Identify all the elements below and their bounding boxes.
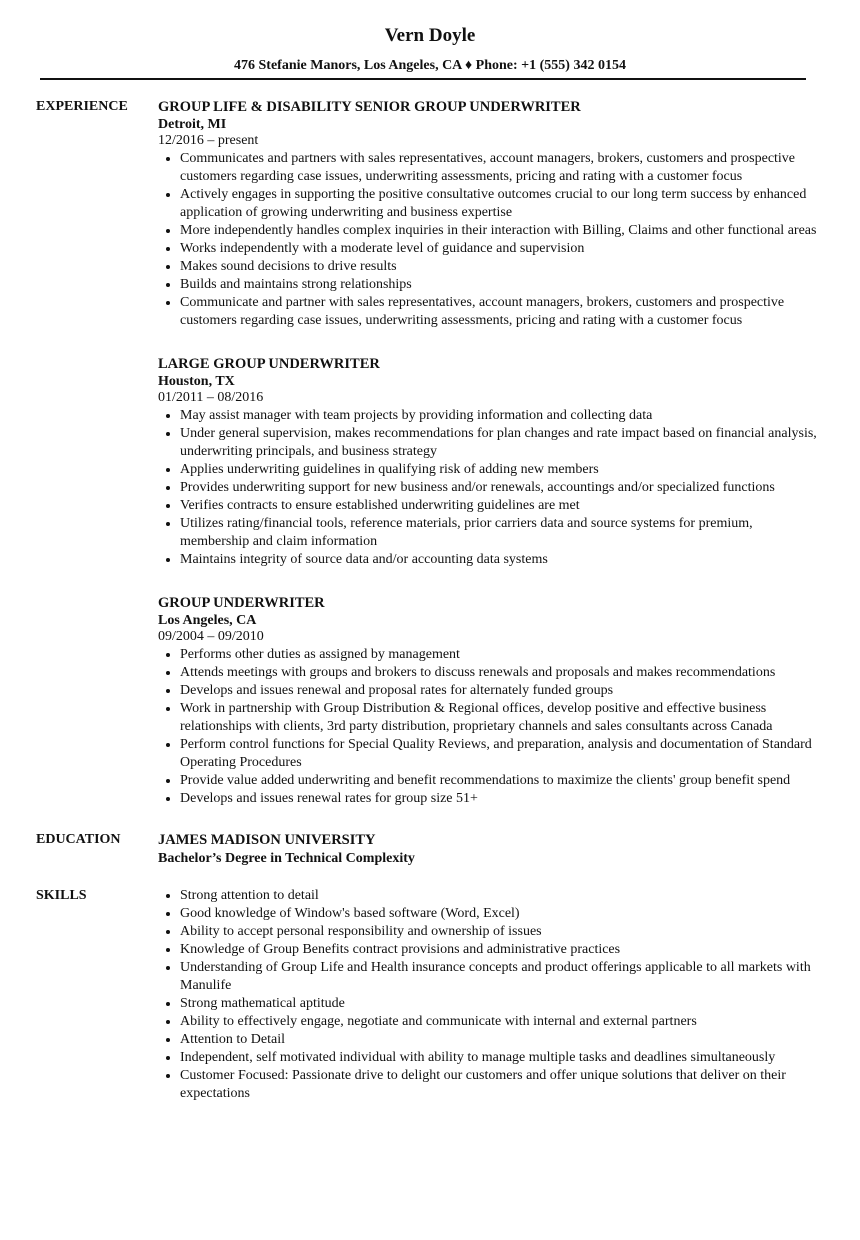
job-dates: 09/2004 – 09/2010 — [158, 629, 264, 644]
experience-body — [158, 98, 820, 833]
contact-line: 476 Stefanie Manors, Los Angeles, CA ♦ Phone: +1 (555) 342 0154 — [234, 58, 626, 73]
job-bullet: • Utilizes rating/financial tools, reference materials, prior carriers data and source systems for premium, membership and claim information — [180, 515, 820, 551]
job-location: Detroit, MI — [158, 117, 227, 132]
skill-item: • Ability to effectively engage, negotiate and communicate with internal and external partners — [180, 1013, 820, 1031]
education-body — [158, 831, 820, 869]
job-bullet: • Builds and maintains strong relationships — [180, 276, 820, 294]
job-bullet: • May assist manager with team projects by providing information and collecting data — [180, 407, 820, 425]
job-dates: 01/2011 – 08/2016 — [158, 390, 264, 405]
job-bullet: • Perform control functions for Special Quality Reviews, and preparation, analysis and documentation of Standard Operating Procedures — [180, 736, 820, 772]
skill-item: • Understanding of Group Life and Health insurance concepts and product offerings applicable to all markets with Manulife — [180, 959, 820, 995]
resume-header — [0, 24, 860, 75]
skill-item: • Attention to Detail — [180, 1031, 820, 1049]
job-bullets — [158, 150, 820, 330]
skill-item: • Strong mathematical aptitude — [180, 995, 820, 1013]
job-bullet: • Applies underwriting guidelines in qualifying risk of adding new members — [180, 461, 820, 479]
job-bullet: • Performs other duties as assigned by management — [180, 646, 820, 664]
job-title: LARGE GROUP UNDERWRITER — [158, 356, 380, 372]
job-entry — [158, 594, 820, 808]
job-bullet: • Under general supervision, makes recommendations for plan changes and rate impact based on financial analysis, underwriting principals, and business strategy — [180, 425, 820, 461]
experience-section — [36, 98, 820, 833]
skills-label: SKILLS — [36, 888, 87, 903]
degree-name: Bachelor’s Degree in Technical Complexity — [158, 851, 415, 866]
skills-body — [158, 887, 820, 1103]
skills-list — [158, 887, 820, 1103]
job-bullet: • Provide value added underwriting and benefit recommendations to maximize the clients' group benefit spend — [180, 772, 820, 790]
school-name: JAMES MADISON UNIVERSITY — [158, 832, 376, 848]
job-entry — [158, 98, 820, 330]
job-bullet: • Actively engages in supporting the positive consultative outcomes crucial to our long term success by enhanced application of growing underwriting and business expertise — [180, 186, 820, 222]
job-location: Los Angeles, CA — [158, 613, 257, 628]
candidate-name: Vern Doyle — [384, 25, 476, 46]
job-bullet: • Communicate and partner with sales representatives, account managers, brokers, customers and prospective customers regarding case issues, underwriting assessments, pricing and rating with a customer focus — [180, 294, 820, 330]
job-bullet: • Verifies contracts to ensure established underwriting guidelines are met — [180, 497, 820, 515]
skill-item: • Good knowledge of Window's based software (Word, Excel) — [180, 905, 820, 923]
skill-item: • Independent, self motivated individual with ability to manage multiple tasks and deadlines simultaneously — [180, 1049, 820, 1067]
job-bullet: • More independently handles complex inquiries in their interaction with Billing, Claims and other functional areas — [180, 222, 820, 240]
skill-item: • Knowledge of Group Benefits contract provisions and administrative practices — [180, 941, 820, 959]
job-bullet: • Attends meetings with groups and brokers to discuss renewals and proposals and makes recommendations — [180, 664, 820, 682]
education-label: EDUCATION — [36, 832, 121, 847]
job-bullet: • Communicates and partners with sales representatives, account managers, brokers, customers and prospective customers regarding case issues, underwriting assessments, pricing and rating with a customer focus — [180, 150, 820, 186]
skill-item: • Ability to accept personal responsibility and ownership of issues — [180, 923, 820, 941]
skill-item: • Customer Focused: Passionate drive to delight our customers and offer unique solutions that deliver on their expectations — [180, 1067, 820, 1103]
skill-item: • Strong attention to detail — [180, 887, 820, 905]
job-bullet: • Provides underwriting support for new business and/or renewals, accountings and/or specialized functions — [180, 479, 820, 497]
experience-label: EXPERIENCE — [36, 99, 128, 114]
header-divider — [40, 78, 806, 80]
job-title: GROUP LIFE & DISABILITY SENIOR GROUP UNDERWRITER — [158, 99, 581, 115]
education-section — [36, 831, 820, 869]
job-location: Houston, TX — [158, 374, 235, 389]
skills-section — [36, 887, 820, 1103]
job-bullets — [158, 646, 820, 808]
job-bullets — [158, 407, 820, 569]
job-entry — [158, 355, 820, 569]
job-bullet: • Work in partnership with Group Distribution & Regional offices, develop positive and effective business relationships with clients, 3rd party distribution, proprietary channels and sales consultants across Canada — [180, 700, 820, 736]
job-dates: 12/2016 – present — [158, 133, 259, 148]
job-bullet: • Makes sound decisions to drive results — [180, 258, 820, 276]
job-bullet: • Maintains integrity of source data and/or accounting data systems — [180, 551, 820, 569]
job-title: GROUP UNDERWRITER — [158, 595, 325, 611]
job-bullet: • Develops and issues renewal rates for group size 51+ — [180, 790, 820, 808]
job-bullet: • Develops and issues renewal and proposal rates for alternately funded groups — [180, 682, 820, 700]
job-bullet: • Works independently with a moderate level of guidance and supervision — [180, 240, 820, 258]
